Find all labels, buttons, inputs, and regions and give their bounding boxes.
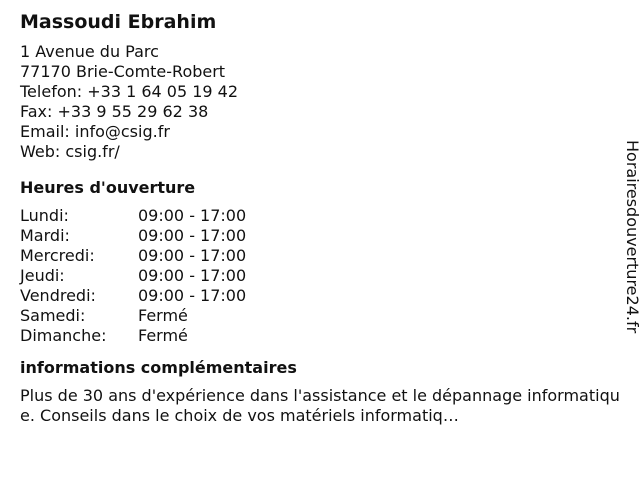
hours-row-sunday — [20, 326, 610, 346]
business-name: Massoudi Ebrahim — [20, 11, 217, 33]
hours-row-thursday — [20, 266, 610, 286]
website: Web: csig.fr/ — [20, 142, 120, 161]
city-address: 77170 Brie-Comte-Robert — [20, 62, 226, 81]
opening-time: 09:00 - 17:00 — [138, 246, 247, 265]
hours-row-saturday — [20, 306, 610, 326]
opening-time: Fermé — [138, 326, 188, 345]
opening-time: 09:00 - 17:00 — [138, 286, 247, 305]
site-watermark: Horairesdouverture24.fr — [623, 140, 642, 334]
day-label: Vendredi: — [20, 286, 96, 305]
email-address: Email: info@csig.fr — [20, 122, 170, 141]
day-label: Lundi: — [20, 206, 69, 225]
opening-time: 09:00 - 17:00 — [138, 206, 247, 225]
opening-time: 09:00 - 17:00 — [138, 266, 247, 285]
day-label: Mardi: — [20, 226, 70, 245]
street-address: 1 Avenue du Parc — [20, 42, 159, 61]
business-card — [20, 10, 620, 426]
hours-heading: Heures d'ouverture — [20, 178, 196, 197]
day-label: Dimanche: — [20, 326, 107, 345]
fax-number: Fax: +33 9 55 29 62 38 — [20, 102, 209, 121]
day-label: Samedi: — [20, 306, 86, 325]
hours-row-wednesday — [20, 246, 610, 266]
day-label: Jeudi: — [20, 266, 65, 285]
hours-row-tuesday — [20, 226, 610, 246]
day-label: Mercredi: — [20, 246, 95, 265]
hours-table — [20, 206, 610, 346]
phone-number: Telefon: +33 1 64 05 19 42 — [20, 82, 239, 101]
address-block — [20, 42, 610, 162]
hours-row-monday — [20, 206, 610, 226]
opening-time: 09:00 - 17:00 — [138, 226, 247, 245]
hours-row-friday — [20, 286, 610, 306]
opening-time: Fermé — [138, 306, 188, 325]
info-heading: informations complémentaires — [20, 358, 297, 377]
info-description: Plus de 30 ans d'expérience dans l'assistance et le dépannage informatique. Conseils dans le choix de vos matériels informatiq… — [20, 386, 620, 425]
